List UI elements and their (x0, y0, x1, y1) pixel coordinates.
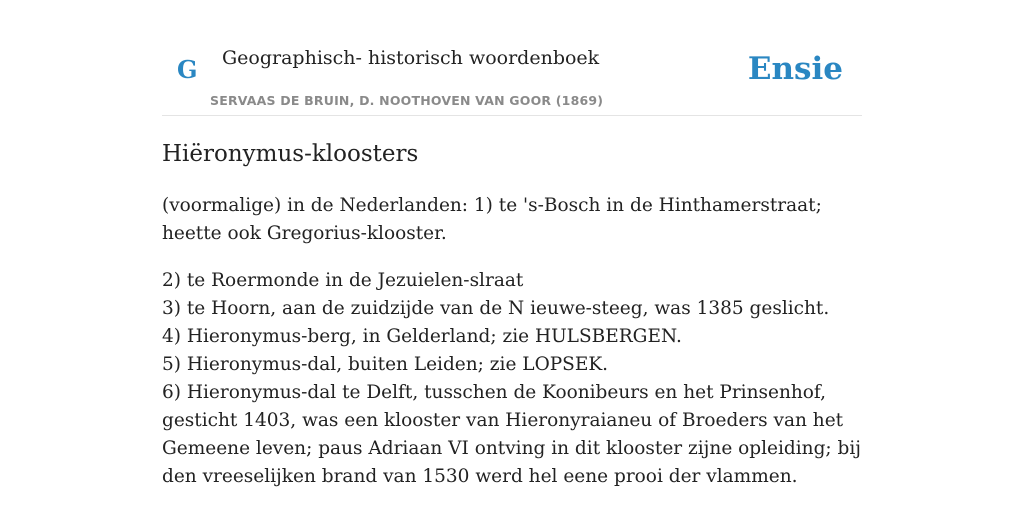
entry-item: 3) te Hoorn, aan de zuidzijde van de N ieuwe-steeg, was 1385 geslicht. (162, 298, 830, 319)
entry-item: 2) te Roermonde in de Jezuielen-slraat (162, 270, 524, 291)
entry-item: 6) Hieronymus-dal te Delft, tusschen de Koonibeurs en het Prinsenhof, gesticht 1403, was een klooster van Hieronyraianeu of Broeders van het Gemeene leven; paus Adriaan VI ontving in dit klooster zijne opleiding; bij den vreeselijken brand van 1530 werd hel eene prooi der vlammen. (162, 382, 862, 487)
header-divider (162, 115, 862, 116)
book-author: SERVAAS DE BRUIN, D. NOOTHOVEN VAN GOOR (1869) (210, 93, 604, 108)
book-title-link[interactable]: Geographisch- historisch woordenboek (222, 47, 600, 69)
entry-intro: (voormalige) in de Nederlanden: 1) te 's-Bosch in de Hinthamerstraat; heette ook Gregorius-klooster. (162, 195, 822, 244)
entry-title: Hiëronymus-kloosters (162, 141, 419, 167)
dictionary-logo-icon[interactable]: G (177, 55, 198, 84)
entry-list (162, 267, 862, 491)
entry-body (162, 192, 862, 491)
entry-item: 5) Hieronymus-dal, buiten Leiden; zie LOPSEK. (162, 354, 609, 375)
entry-item: 4) Hieronymus-berg, in Gelderland; zie HULSBERGEN. (162, 326, 682, 347)
ensie-logo-link[interactable]: Ensie (747, 51, 843, 87)
